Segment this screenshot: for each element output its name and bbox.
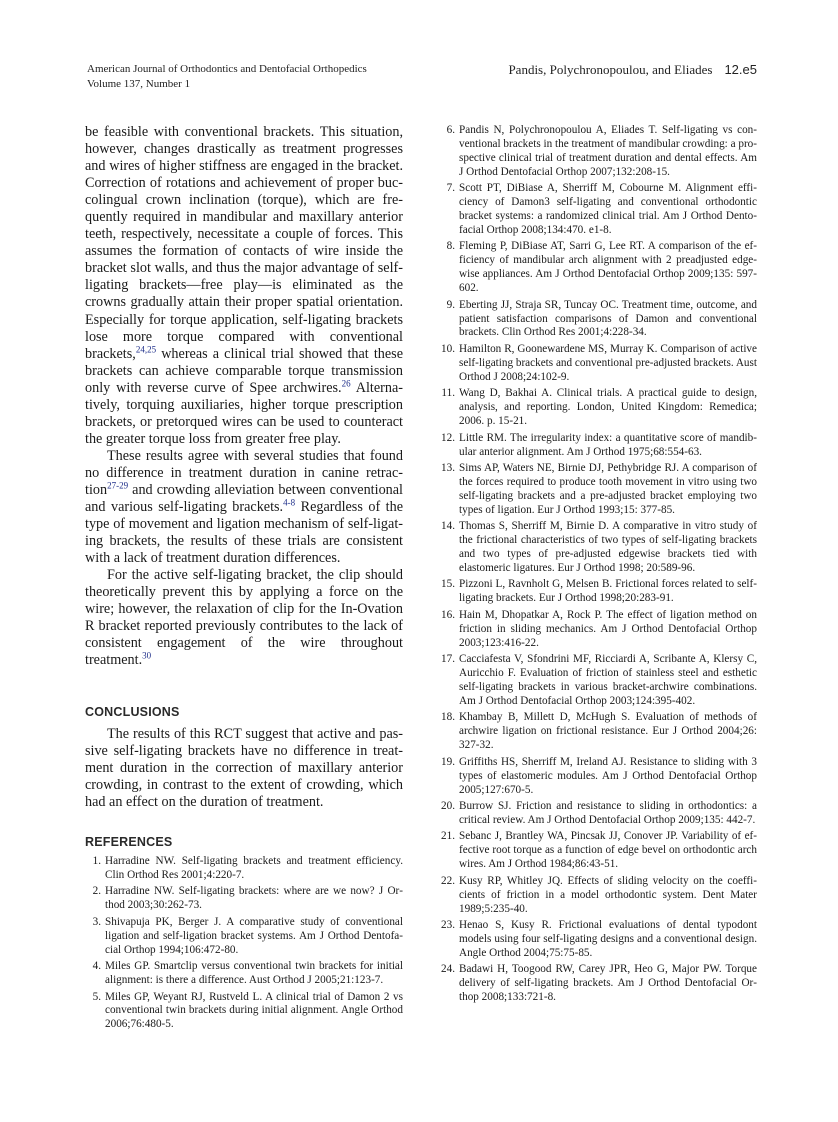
text-run: For the active self-ligating bracket, the clip should theoretically prevent this by applying a force on the wire; however, the relaxation of clip for the In-Ovation R bracket reported previously contributes to the lack of consistent engagement of the wire throughout treatment. bbox=[85, 567, 403, 669]
reference-number: 20. bbox=[441, 800, 455, 812]
reference-text: Fleming P, DiBiase AT, Sarri G, Lee RT. A comparison of the efficiency of mandibular arch alignment with 2 preadjusted edgewise appliances. Am J Orthod Dentofacial Orthop 2009;135: 597-602. bbox=[459, 240, 757, 295]
reference-number: 8. bbox=[446, 240, 455, 253]
reference-number: 19. bbox=[441, 755, 455, 768]
reference-number: 1. bbox=[92, 855, 101, 867]
reference-text: Henao S, Kusy R. Frictional evaluations of dental typodont models using four self-ligating designs and a conventional design. Angle Orthod 2004;75:75-85. bbox=[459, 919, 757, 959]
reference-number: 5. bbox=[92, 990, 101, 1003]
reference-text: Hamilton R, Goonewardene MS, Murray K. Comparison of active self-ligating brackets and conventional pre-adjusted brackets. Aust Orthod J 2008;24:102-9. bbox=[459, 342, 757, 383]
reference-text: Badawi H, Toogood RW, Carey JPR, Heo G, Major PW. Torque delivery of self-ligating brackets. Am J Orthod Dentofacial Orthop 2008;133:721-8. bbox=[459, 963, 757, 1004]
reference-item bbox=[437, 462, 757, 518]
reference-text: Hain M, Dhopatkar A, Rock P. The effect of ligation method on friction in sliding mechanics. Am J Orthod Dentofacial Orthop 2003;123:416-22. bbox=[459, 608, 757, 649]
reference-item bbox=[437, 609, 757, 651]
reference-text: Sebanc J, Brantley WA, Pincsak JJ, Conover JP. Variability of effective root torque as a function of edge bevel on orthodontic arch wires. Am J Orthod 1984;86:43-51. bbox=[459, 830, 757, 871]
reference-text: Miles GP, Weyant RJ, Rustveld L. A clinical trial of Damon 2 vs conventional twin brackets during initial alignment. Angle Orthod 2006;76:480-5. bbox=[105, 990, 403, 1031]
reference-number: 11. bbox=[441, 387, 455, 400]
discussion-paragraph-2 bbox=[85, 448, 403, 567]
reference-number: 6. bbox=[446, 124, 455, 136]
reference-list-right bbox=[437, 124, 757, 1005]
reference-item bbox=[85, 885, 403, 913]
reference-item bbox=[437, 963, 757, 1005]
reference-number: 16. bbox=[441, 608, 455, 621]
citation-link[interactable]: 30 bbox=[142, 650, 152, 661]
reference-number: 10. bbox=[441, 342, 455, 355]
reference-text: Eberting JJ, Straja SR, Tuncay OC. Treatment time, outcome, and patient satisfaction comparisons of Damon and conventional brackets. Clin Orthod Res 2001;4:228-34. bbox=[459, 298, 757, 339]
right-column bbox=[437, 124, 757, 1008]
reference-text: Thomas S, Sherriff M, Birnie D. A comparative in vitro study of the frictional characteristics of two types of self-ligating brackets and two types of pre-adjusted edgewise brackets tied with elastomeric ligatures. Eur J Orthod 1998; 20:589-96. bbox=[459, 520, 757, 574]
citation-link[interactable]: 27-29 bbox=[107, 480, 129, 491]
reference-text: Kusy RP, Whitley JQ. Effects of sliding velocity on the coefficients of friction in a model orthodontic system. Dent Mater 1989;5:235-40. bbox=[459, 874, 757, 915]
reference-item bbox=[437, 578, 757, 606]
text-run: Regardless of the type of movement and ligation mechanism of self-ligating brackets, the results of these trials are consistent with a lack of treatment duration differences. bbox=[85, 499, 403, 567]
reference-item bbox=[85, 855, 403, 883]
reference-text: Wang D, Bakhai A. Clinical trials. A practical guide to design, analysis, and reporting. London, United Kingdom: Remedica; 2006. p. 15-21. bbox=[459, 387, 757, 428]
citation-link[interactable]: 24,25 bbox=[135, 343, 157, 354]
journal-info bbox=[87, 62, 367, 92]
discussion-paragraph-3 bbox=[85, 567, 403, 669]
reference-text: Burrow SJ. Friction and resistance to sliding in orthodontics: a critical review. Am J Orthod Dentofacial Orthop 2009;135: 442-7. bbox=[459, 800, 757, 826]
left-column bbox=[85, 124, 403, 670]
reference-number: 3. bbox=[92, 915, 101, 928]
references-heading: REFERENCES bbox=[85, 835, 173, 849]
reference-text: Pandis N, Polychronopoulou A, Eliades T. Self-ligating vs conventional brackets in the treatment of mandibular crowding: a prospective clinical trial of treatment duration and dental effects. Am J Orthod Dentofacial Orthop 2007;132:208-15. bbox=[459, 124, 757, 178]
reference-text: Harradine NW. Self-ligating brackets and treatment efficiency. Clin Orthod Res 2001;4:220-7. bbox=[105, 855, 403, 881]
reference-number: 12. bbox=[441, 431, 455, 444]
reference-text: Pizzoni L, Ravnholt G, Melsen B. Frictional forces related to self-ligating brackets. Eur J Orthod 1998;20:283-91. bbox=[459, 578, 757, 605]
reference-item bbox=[437, 182, 757, 238]
text-run: be feasible with conventional brackets. This situation, however, changes drastically as treatment progresses and wires of higher stiffness are engaged in the bracket. Correction of rotations and achievement of proper buccolingual crown inclination (torque), which are frequently required in mandibular and maxillary anterior teeth, respectively, necessitate a couple of forces. This assumes the formation of contacts of wire inside the bracket slot walls, and thus the major advantage of self-ligating brackets—free play—is eliminated as the crowns gradually attain their proper spatial orientation. Especially for torque application, self-ligating brackets lose more torque compared with conventional brackets, bbox=[85, 124, 403, 362]
reference-number: 18. bbox=[441, 711, 455, 724]
reference-text: Khambay B, Millett D, McHugh S. Evaluation of methods of archwire ligation on frictional resistance. Eur J Orthod 2004;26: 327-32. bbox=[459, 711, 757, 752]
reference-item bbox=[437, 240, 757, 296]
reference-item bbox=[437, 875, 757, 917]
reference-number: 23. bbox=[441, 919, 455, 932]
reference-number: 17. bbox=[441, 653, 455, 666]
article-info bbox=[508, 62, 757, 78]
reference-item bbox=[437, 653, 757, 709]
citation-link[interactable]: 26 bbox=[341, 377, 351, 388]
reference-item bbox=[437, 299, 757, 341]
reference-text: Griffiths HS, Sherriff M, Ireland AJ. Resistance to sliding with 3 types of elastomeric modules. Am J Orthod Dentofacial Orthop 2005;127:670-5. bbox=[459, 755, 757, 796]
reference-text: Sims AP, Waters NE, Birnie DJ, Pethybridge RJ. A comparison of the forces required to produce tooth movement in vitro using two self-ligating brackets and a pre-adjusted bracket employing two types of ligation. Eur J Orthod 1993;15: 377-85. bbox=[459, 462, 757, 516]
reference-number: 21. bbox=[441, 830, 455, 843]
text-run: and crowding alleviation between conventional and various self-ligating brackets. bbox=[85, 481, 403, 516]
text-run: Alternatively, torquing auxiliaries, higher torque prescription brackets, or pretorqued wires can be used to counteract the greater torque loss from greater free play. bbox=[85, 379, 403, 447]
reference-item bbox=[85, 916, 403, 958]
reference-item bbox=[85, 991, 403, 1033]
citation-link[interactable]: 4-8 bbox=[283, 497, 296, 508]
reference-item bbox=[437, 124, 757, 180]
reference-number: 24. bbox=[441, 963, 455, 976]
reference-text: Harradine NW. Self-ligating brackets: where are we now? J Orthod 2003;30:262-73. bbox=[105, 885, 403, 912]
reference-item bbox=[437, 343, 757, 385]
reference-text: Miles GP. Smartclip versus conventional twin brackets for initial alignment: is there a difference. Aust Orthod J 2005;21:123-7. bbox=[105, 960, 403, 987]
reference-item bbox=[437, 800, 757, 828]
reference-text: Shivapuja PK, Berger J. A comparative study of conventional ligation and self-ligation bracket systems. Am J Orthod Dentofacial Orthop 1994;106:472-80. bbox=[105, 915, 403, 956]
reference-item bbox=[437, 520, 757, 576]
conclusions-heading: CONCLUSIONS bbox=[85, 705, 180, 719]
journal-volume: Volume 137, Number 1 bbox=[87, 78, 191, 90]
discussion-paragraph-1 bbox=[85, 124, 403, 448]
conclusions-paragraph: The results of this RCT suggest that active and passive self-ligating brackets have no difference in treatment duration in the correction of maxillary anterior crowding, in contrast to the extent of crowding, which had an effect on the duration of treatment. bbox=[85, 726, 403, 811]
reference-text: Little RM. The irregularity index: a quantitative score of mandibular anterior alignment. Am J Orthod 1975;68:554-63. bbox=[459, 431, 757, 458]
reference-item bbox=[437, 830, 757, 872]
text-run: These results agree with several studies that found no difference in treatment duration in canine retraction bbox=[85, 447, 403, 498]
journal-title: American Journal of Orthodontics and Dentofacial Orthopedics bbox=[87, 63, 367, 75]
reference-number: 4. bbox=[92, 960, 101, 973]
reference-number: 2. bbox=[92, 885, 101, 898]
reference-number: 9. bbox=[446, 298, 455, 311]
reference-item bbox=[437, 432, 757, 460]
article-authors: Pandis, Polychronopoulou, and Eliades bbox=[508, 62, 713, 77]
reference-number: 13. bbox=[441, 462, 455, 474]
reference-list-left bbox=[85, 855, 403, 1035]
reference-text: Cacciafesta V, Sfondrini MF, Ricciardi A, Scribante A, Klersy C, Auricchio F. Evaluation of friction of stainless steel and esthetic self-ligating brackets in various bracket-archwire combinations. Am J Orthod Dentofacial Orthop 2003;124:395-402. bbox=[459, 653, 757, 707]
reference-number: 14. bbox=[441, 520, 455, 533]
page-number: 12.e5 bbox=[724, 62, 757, 77]
reference-text: Scott PT, DiBiase A, Sherriff M, Cobourne M. Alignment efficiency of Damon3 self-ligating and conventional orthodontic bracket systems: a randomized clinical trial. Am J Orthod Dentofacial Orthop 2008;134:470. e1-8. bbox=[459, 182, 757, 236]
reference-item bbox=[85, 960, 403, 988]
reference-number: 22. bbox=[441, 874, 455, 887]
reference-number: 7. bbox=[446, 182, 455, 195]
text-run: whereas a clinical trial showed that these brackets can achieve comparable torque transmission only with reverse curve of Spee archwires. bbox=[85, 345, 403, 396]
reference-number: 15. bbox=[441, 578, 455, 591]
reference-item bbox=[437, 387, 757, 429]
reference-item bbox=[437, 919, 757, 961]
reference-item bbox=[437, 711, 757, 753]
reference-item bbox=[437, 756, 757, 798]
